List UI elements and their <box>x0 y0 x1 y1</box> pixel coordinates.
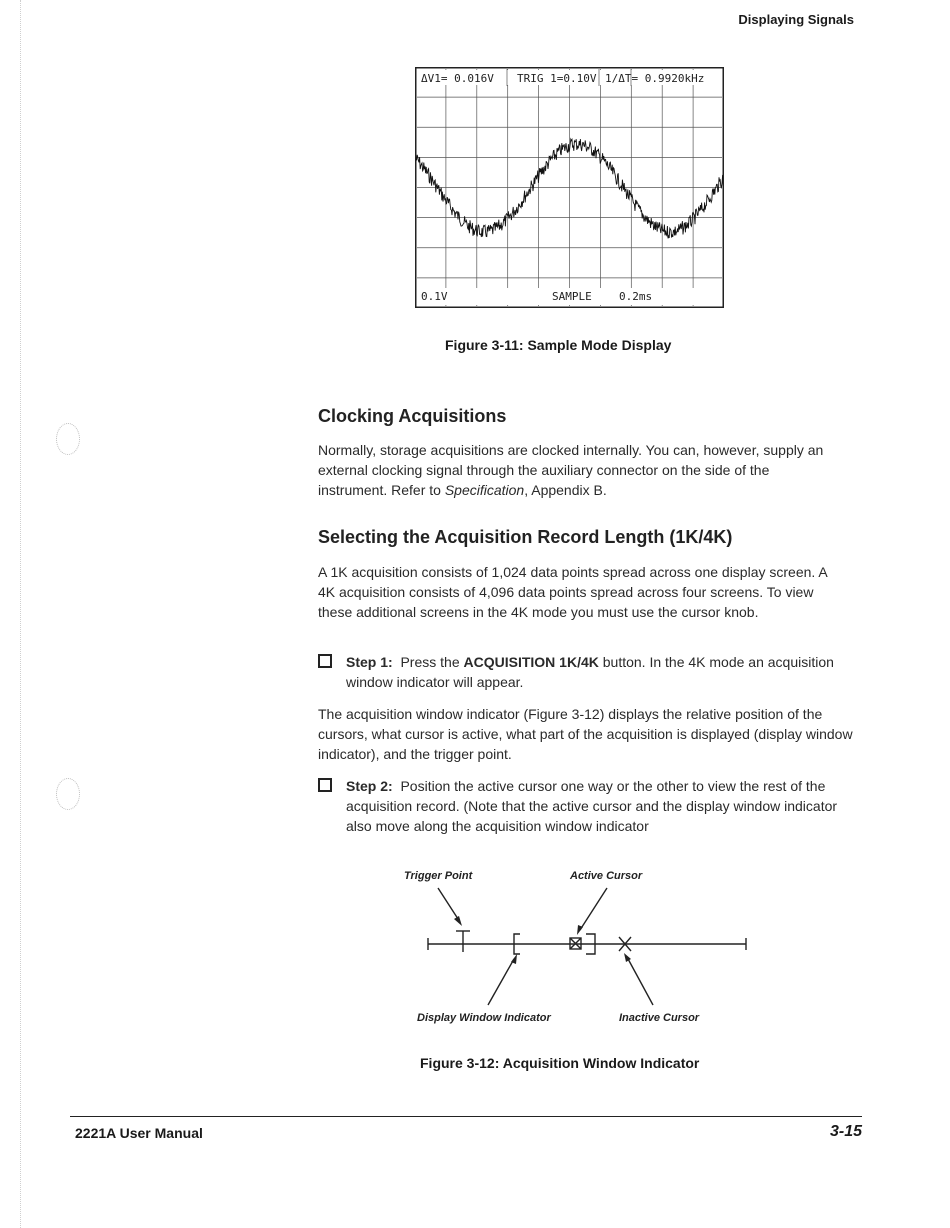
specification-reference: Specification <box>444 482 525 498</box>
readout-volts-per-div: 0.1V <box>421 290 448 303</box>
left-margin-line <box>20 0 21 1228</box>
paragraph-record-length: A 1K acquisition consists of 1,024 data points spread across one display screen. A 4K acquisition consists of 4,096 data points spread across four screens. To view these additional screens in the 4K mode you must use the cursor knob. <box>318 564 827 620</box>
readout-mode: SAMPLE <box>552 290 592 303</box>
readout-delta-v: ΔV1= 0.016V <box>421 72 494 85</box>
label-inactive-cursor: Inactive Cursor <box>619 1012 700 1024</box>
readout-trigger-level: TRIG 1=0.10V <box>517 72 597 85</box>
oscilloscope-display <box>415 67 724 308</box>
footer-rule <box>70 1116 862 1117</box>
label-active-cursor: Active Cursor <box>570 870 643 882</box>
readout-frequency: 1/ΔT= 0.9920kHz <box>605 72 705 85</box>
inactive-cursor-arrowhead <box>624 953 631 962</box>
step-2-checkbox <box>318 778 332 792</box>
inactive-cursor-pointer <box>627 957 653 1005</box>
figure-3-11-caption: Figure 3-11: Sample Mode Display <box>445 337 672 353</box>
step-1-checkbox <box>318 654 332 668</box>
heading-record-length: Selecting the Acquisition Record Length (1K/4K) <box>318 527 733 547</box>
paragraph-indicator: The acquisition window indicator (Figure 3-12) displays the relative position of the cursors, what cursor is active, what part of the acquisition is displayed (display window indicator), and the trigger point. <box>318 706 853 762</box>
figure-3-12-caption: Figure 3-12: Acquisition Window Indicator <box>420 1055 700 1071</box>
display-window-pointer <box>488 959 514 1005</box>
page-number: 3-15 <box>829 1123 862 1140</box>
trigger-point-pointer <box>438 888 460 922</box>
step-1-text: Step 1: Press the ACQUISITION 1K/4K button. In the 4K mode an acquisition window indicator will appear. <box>346 654 834 690</box>
trigger-point-arrowhead <box>454 916 462 926</box>
paragraph-clocking: Normally, storage acquisitions are clocked internally. You can, however, supply an external clocking signal through the auxiliary connector on the side of the instrument. Refer to Specification, Appendix B. <box>318 442 824 498</box>
acquisition-window-diagram <box>400 864 760 1034</box>
running-header: Displaying Signals <box>738 12 854 27</box>
active-cursor-pointer <box>580 888 607 930</box>
binder-hole-mark <box>56 423 80 455</box>
step-2-text: Step 2: Position the active cursor one way or the other to view the rest of the acquisition record. (Note that the active cursor and the display window indicator also move along the acquisition window indicator <box>346 778 838 834</box>
heading-clocking-acquisitions: Clocking Acquisitions <box>318 406 507 426</box>
binder-hole-mark <box>56 778 80 810</box>
label-display-window-indicator: Display Window Indicator <box>417 1012 551 1024</box>
label-trigger-point: Trigger Point <box>404 870 473 882</box>
readout-time-per-div: 0.2ms <box>619 290 653 303</box>
footer-manual-title: 2221A User Manual <box>75 1125 203 1141</box>
